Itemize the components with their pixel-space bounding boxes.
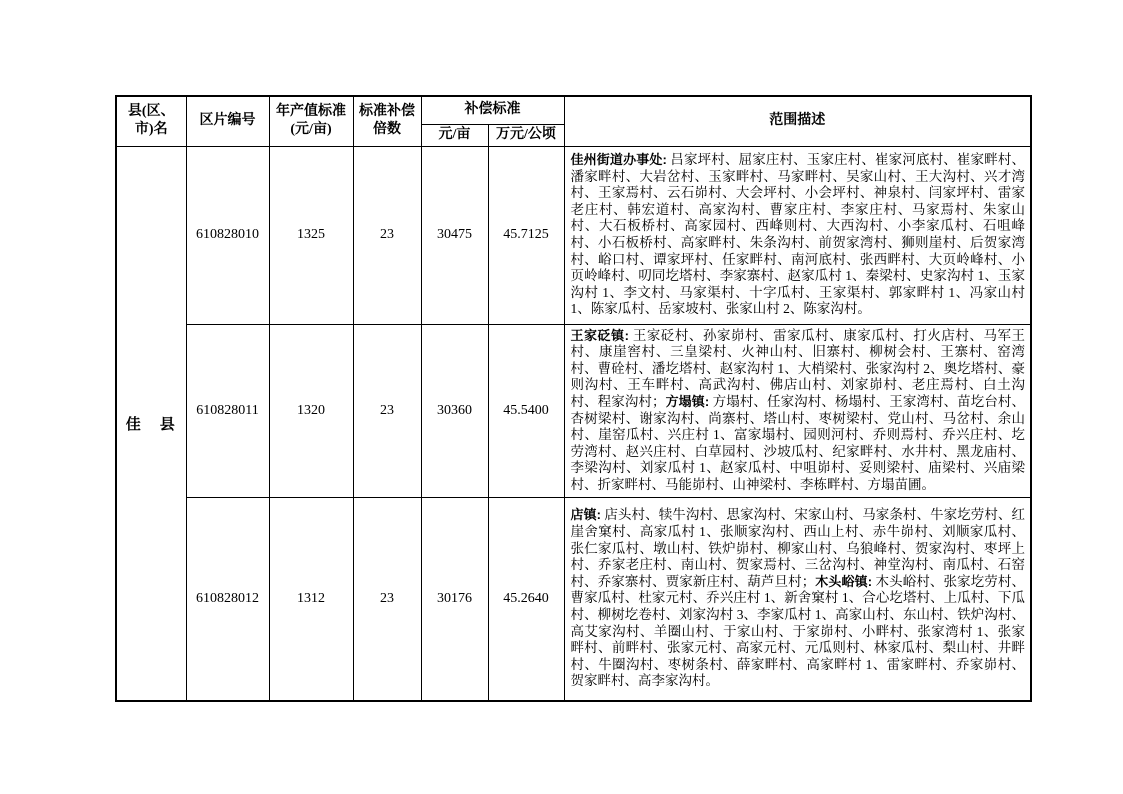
table-header — [116, 96, 1031, 146]
table-body — [116, 146, 1031, 701]
header-compensation: 补偿标准 — [421, 96, 564, 124]
scope-description-cell — [564, 146, 1031, 324]
comp-yuan-per-mu-cell: 30475 — [421, 146, 488, 324]
zone-code-cell: 610828010 — [186, 146, 269, 324]
multiplier-cell: 23 — [353, 146, 421, 324]
township-name: 佳州街道办事处: — [570, 152, 667, 168]
header-county: 县(区、市)名 — [116, 96, 186, 146]
table-row — [116, 146, 1031, 324]
header-yuan-per-mu: 元/亩 — [421, 124, 488, 146]
multiplier-cell: 23 — [353, 324, 421, 497]
header-multiplier: 标准补偿倍数 — [353, 96, 421, 146]
annual-output-cell: 1320 — [269, 324, 353, 497]
annual-output-cell: 1325 — [269, 146, 353, 324]
village-list: 吕家坪村、屈家庄村、玉家庄村、崔家河底村、崔家畔村、潘家畔村、大岩岔村、玉家畔村、马家畔村、吴家山村、王大沟村、兴才湾村、王家焉村、云石峁村、大会坪村、小会坪村、神泉村、闫家坪村、雷家老庄村、韩宏道村、高家沟村、曹家庄村、李家庄村、马家焉村、朱家山村、大石板桥村、高家园村、西峰则村、大西沟村、小李家瓜村、石咀峰村、小石板桥村、高家畔村、朱条沟村、前贺家湾村、狮则崖村、后贺家湾村、峪口村、谭家坪村、任家畔村、南河底村、张西畔村、大页岭峰村、小页岭峰村、叨同圪塔村、李家寨村、赵家瓜村 1、秦梁村、史家沟村 1、玉家沟村 1、李文村、马家渠村、十字瓜村、王家渠村、郭家畔村 1、冯家山村 1、陈家瓜村、岳家坡村、张家山村 2、陈家沟村。 — [570, 152, 1025, 317]
township-name: 店镇: — [570, 507, 601, 523]
comp-wanyuan-per-hectare-cell: 45.5400 — [488, 324, 564, 497]
table-row — [116, 324, 1031, 497]
village-list: 方塌村、任家沟村、杨塌村、王家湾村、苗圪台村、杏树梁村、谢家沟村、尚寨村、塔山村、枣树梁村、党山村、马岔村、余山村、崖窑瓜村、兴庄村 1、富家塌村、园则河村、乔则焉村、乔兴庄村、圪劳湾村、赵兴庄村、白草园村、沙坡瓜村、纪家畔村、水井村、黑龙庙村、李梁沟村、刘家瓜村 1、赵家瓜村、中咀峁村、妥则梁村、庙梁村、兴庙梁村、折家畔村、马能峁村、山神梁村、李栋畔村、方塌苗圃。 — [570, 393, 1026, 492]
township-name: 方塌镇: — [665, 393, 710, 409]
scope-description-cell — [564, 324, 1031, 497]
table-row — [116, 497, 1031, 701]
zone-code-cell: 610828011 — [186, 324, 269, 497]
county-name-cell: 佳 县 — [116, 146, 186, 701]
comp-yuan-per-mu-cell: 30360 — [421, 324, 488, 497]
multiplier-cell: 23 — [353, 497, 421, 701]
zone-code-cell: 610828012 — [186, 497, 269, 701]
comp-yuan-per-mu-cell: 30176 — [421, 497, 488, 701]
village-list: 店头村、犊牛沟村、思家沟村、宋家山村、马家条村、牛家圪劳村、红崖舍窠村、高家瓜村 1、张顺家沟村、西山上村、赤牛峁村、刘顺家瓜村、张仁家瓜村、墩山村、铁炉峁村、柳家山村、乌狼峰村、贺家沟村、枣坪上村、乔家老庄村、南山村、贺家焉村、三岔沟村、神堂沟村、南瓜村、石窑村、乔家寨村、贾家新庄村、葫芦旦村； — [570, 507, 1025, 589]
comp-wanyuan-per-hectare-cell: 45.2640 — [488, 497, 564, 701]
village-list: 木头峪村、张家圪劳村、曹家瓜村、杜家元村、乔兴庄村 1、新舍窠村 1、合心圪塔村、上瓜村、下瓜村、柳树圪卷村、刘家沟村 3、李家瓜村 1、高家山村、东山村、铁炉沟村、高艾家沟村、羊圈山村、于家山村、于家峁村、小畔村、张家湾村 1、张家畔村、前畔村、张家元村、高家元村、元瓜则村、林家瓜村、梨山村、井畔村、牛圈沟村、枣树条村、薛家畔村、高家畔村 1、雷家畔村、乔家峁村、贺家畔村、高李家沟村。 — [570, 573, 1025, 689]
scope-description-cell — [564, 497, 1031, 701]
comp-wanyuan-per-hectare-cell: 45.7125 — [488, 146, 564, 324]
header-wanyuan-per-hectare: 万元/公顷 — [488, 124, 564, 146]
header-annual-output: 年产值标准(元/亩) — [269, 96, 353, 146]
village-list: 王家砭村、孙家峁村、雷家瓜村、康家瓜村、打火店村、马军王村、康崖窖村、三皇梁村、火神山村、旧寨村、柳树会村、王寨村、窑湾村、曹硂村、潘圪塔村、赵家沟村 1、大梢梁村、张家沟村 2、奥圪塔村、豪则沟村、王车畔村、高武沟村、佛店山村、刘家峁村、老庄焉村、白土沟村、程家沟村； — [570, 327, 1025, 409]
township-name: 王家砭镇: — [570, 327, 629, 343]
annual-output-cell: 1312 — [269, 497, 353, 701]
header-zone-code: 区片编号 — [186, 96, 269, 146]
compensation-standards-table — [115, 95, 1032, 702]
header-scope: 范围描述 — [564, 96, 1031, 146]
township-name: 木头峪镇: — [815, 573, 873, 589]
